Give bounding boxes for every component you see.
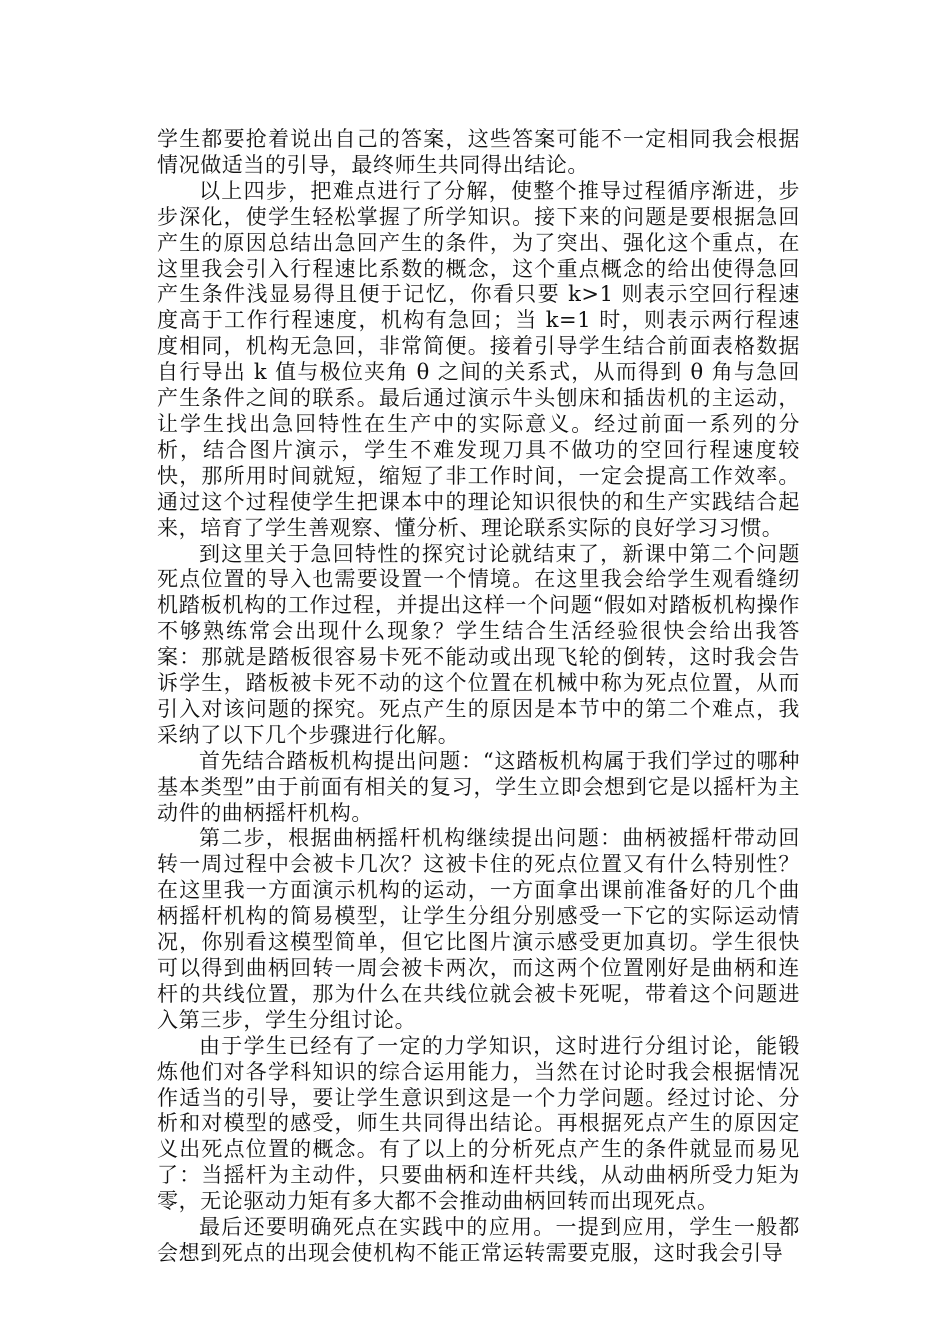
- paragraph: 以上四步，把难点进行了分解，使整个推导过程循序渐进，步步深化，使学生轻松掌握了所学知识。接下来的问题是要根据急回产生的原因总结出急回产生的条件，为了突出、强化这个重点，在这里我会引入行程速比系数的概念，这个重点概念的给出使得急回产生条件浅显易得且便于记忆，你看只要 k>1 则表示空回行程速度高于工作行程速度，机构有急回；当 k=1 时，则表示两行程速度相同，机构无急回，非常简便。接着引导学生结合前面表格数据自行导出 k 值与极位夹角 θ 之间的关系式，从而得到 θ 角与急回产生条件之间的联系。最后通过演示牛头刨床和插齿机的主运动，让学生找出急回特性在生产中的实际意义。经过前面一系列的分析，结合图片演示，学生不难发现刀具不做功的空回行程速度较快，那所用时间就短，缩短了非工作时间，一定会提高工作效率。通过这个过程使学生把课本中的理论知识很快的和生产实践结合起来，培育了学生善观察、懂分析、理论联系实际的良好学习习惯。: [157, 178, 800, 540]
- paragraph: 学生都要抢着说出自己的答案，这些答案可能不一定相同我会根据情况做适当的引导，最终师生共同得出结论。: [157, 127, 800, 177]
- paragraph: 由于学生已经有了一定的力学知识，这时进行分组讨论，能锻炼他们对各学科知识的综合运用能力，当然在讨论时我会根据情况作适当的引导，要让学生意识到这是一个力学问题。经过讨论、分析和对模型的感受，师生共同得出结论。再根据死点产生的原因定义出死点位置的概念。有了以上的分析死点产生的条件就显而易见了：当摇杆为主动件，只要曲柄和连杆共线，从动曲柄所受力矩为零，无论驱动力矩有多大都不会推动曲柄回转而出现死点。: [157, 1033, 800, 1214]
- paragraph: 最后还要明确死点在实践中的应用。一提到应用，学生一般都会想到死点的出现会使机构不能正常运转需要克服，这时我会引导: [157, 1215, 800, 1265]
- document-body: [157, 127, 800, 1267]
- paragraph: 第二步，根据曲柄摇杆机构继续提出问题：曲柄被摇杆带动回转一周过程中会被卡几次？这被卡住的死点位置又有什么特别性？在这里我一方面演示机构的运动，一方面拿出课前准备好的几个曲柄摇杆机构的简易模型，让学生分组分别感受一下它的实际运动情况，你别看这模型简单，但它比图片演示感受更加真切。学生很快可以得到曲柄回转一周会被卡两次，而这两个位置刚好是曲柄和连杆的共线位置，那为什么在共线位就会被卡死呢，带着这个问题进入第三步，学生分组讨论。: [157, 826, 800, 1032]
- paragraph: 首先结合踏板机构提出问题：“这踏板机构属于我们学过的哪种基本类型”由于前面有相关的复习，学生立即会想到它是以摇杆为主动件的曲柄摇杆机构。: [157, 748, 800, 825]
- paragraph: 到这里关于急回特性的探究讨论就结束了，新课中第二个问题死点位置的导入也需要设置一个情境。在这里我会给学生观看缝纫机踏板机构的工作过程，并提出这样一个问题“假如对踏板机构操作不够熟练常会出现什么现象？学生结合生活经验很快会给出我答案：那就是踏板很容易卡死不能动或出现飞轮的倒转，这时我会告诉学生，踏板被卡死不动的这个位置在机械中称为死点位置，从而引入对该问题的探究。死点产生的原因是本节中的第二个难点，我采纳了以下几个步骤进行化解。: [157, 541, 800, 747]
